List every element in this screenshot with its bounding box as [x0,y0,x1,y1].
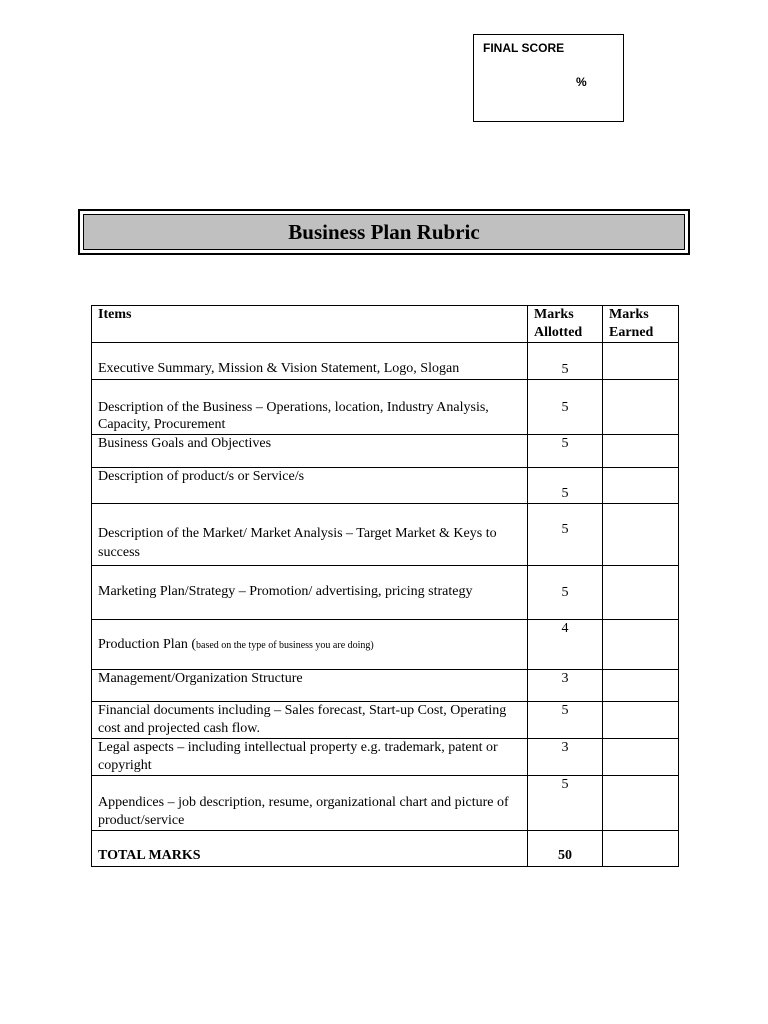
item-cell: Financial documents including – Sales forecast, Start-up Cost, Operating cost and projected cash flow. [92,702,528,739]
item-cell: Description of product/s or Service/s [92,468,528,504]
allotted-cell: 5 [528,435,603,468]
allotted-cell: 5 [528,776,603,831]
earned-cell [603,468,679,504]
page-title: Business Plan Rubric [83,214,685,250]
table-row [92,468,679,504]
final-score-box [473,34,624,122]
table-row [92,504,679,566]
item-cell: Description of the Market/ Market Analysis – Target Market & Keys to success [92,504,528,566]
earned-cell [603,620,679,670]
table-row [92,380,679,435]
earned-cell [603,566,679,620]
table-header-row [92,306,679,343]
table-row [92,620,679,670]
allotted-cell: 5 [528,380,603,435]
total-row [92,831,679,867]
earned-cell [603,739,679,776]
allotted-cell: 3 [528,670,603,702]
final-score-percent: % [576,75,587,89]
total-label: TOTAL MARKS [92,831,528,867]
allotted-cell: 4 [528,620,603,670]
total-earned [603,831,679,867]
item-cell: Description of the Business – Operations, location, Industry Analysis, Capacity, Procurement [92,380,528,435]
item-cell: Legal aspects – including intellectual property e.g. trademark, patent or copyright [92,739,528,776]
item-cell: Business Goals and Objectives [92,435,528,468]
table-row [92,702,679,739]
table-row [92,435,679,468]
earned-cell [603,435,679,468]
item-note: based on the type of business you are doing) [196,640,374,651]
item-text: Production Plan ( [98,637,196,652]
final-score-label: FINAL SCORE [483,41,565,55]
title-banner [78,209,690,255]
table-row [92,566,679,620]
allotted-cell: 3 [528,739,603,776]
item-cell: Appendices – job description, resume, organizational chart and picture of product/service [92,776,528,831]
total-allotted: 50 [528,831,603,867]
allotted-cell: 5 [528,468,603,504]
allotted-cell: 5 [528,504,603,566]
earned-cell [603,702,679,739]
header-items: Items [92,306,528,343]
table-row [92,739,679,776]
earned-cell [603,670,679,702]
table-row [92,670,679,702]
earned-cell [603,343,679,380]
header-marks-allotted: Marks Allotted [528,306,603,343]
item-cell: Marketing Plan/Strategy – Promotion/ advertising, pricing strategy [92,566,528,620]
item-cell: Management/Organization Structure [92,670,528,702]
rubric-table [91,305,679,867]
allotted-cell: 5 [528,702,603,739]
earned-cell [603,504,679,566]
table-row [92,776,679,831]
item-cell [92,620,528,670]
item-cell: Executive Summary, Mission & Vision Statement, Logo, Slogan [92,343,528,380]
allotted-cell: 5 [528,343,603,380]
allotted-cell: 5 [528,566,603,620]
earned-cell [603,380,679,435]
table-row [92,343,679,380]
earned-cell [603,776,679,831]
header-marks-earned: Marks Earned [603,306,679,343]
